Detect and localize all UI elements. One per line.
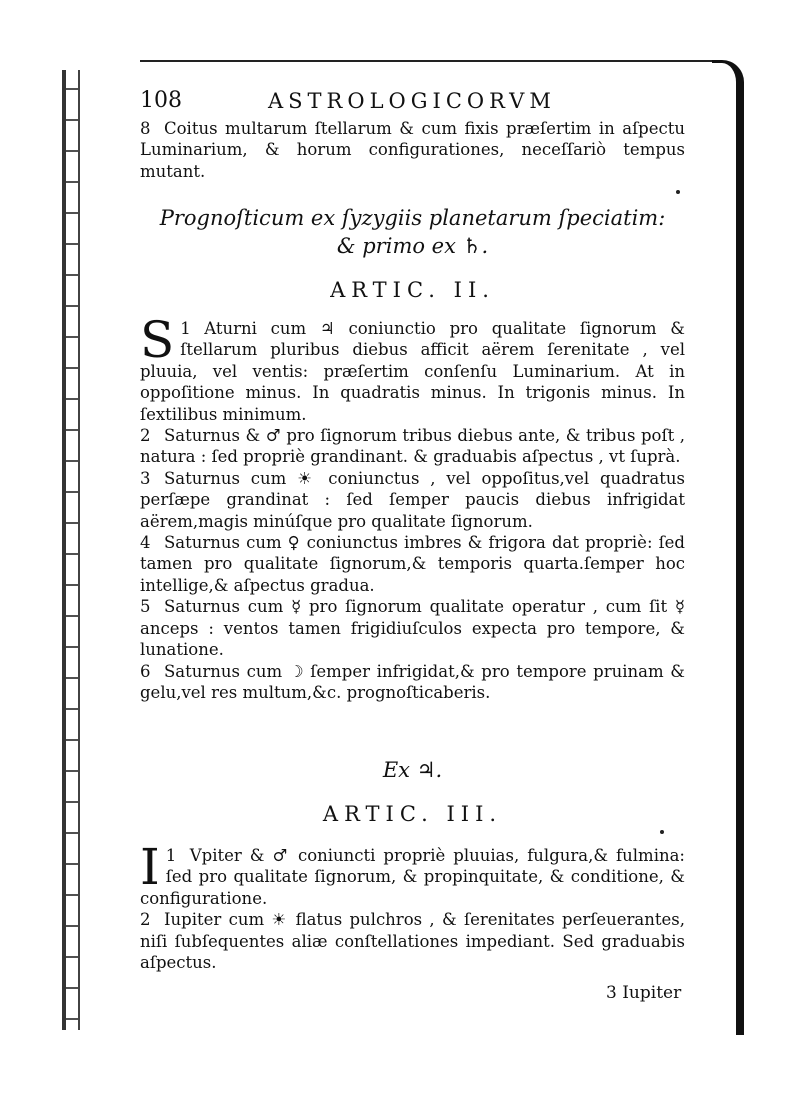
margin-speck <box>676 190 680 194</box>
running-head <box>140 88 680 118</box>
drop-cap: I <box>140 838 160 896</box>
section-heading-line1: Prognoſticum ex ſyzygiis planetarum ſpeciatim: <box>159 206 666 230</box>
item-number: 1 <box>165 846 177 865</box>
intro-paragraph <box>140 118 685 182</box>
binding-edge <box>62 70 80 1030</box>
page-right-edge <box>712 60 744 1035</box>
item-number: 4 <box>140 533 151 553</box>
item-number: 2 <box>140 426 151 446</box>
margin-speck <box>660 830 664 834</box>
item-number: 5 <box>140 597 151 617</box>
item-text: Aturni cum ♃ coniunctio pro qualitate ſignorum & ſtellarum pluribus diebus afficit aërem ſerenitate , vel pluuia, vel ventis: præſertim conſenſu Luminarium. At in oppoſitione minus. In quadratis minus. In trigonis minus. In ſextilibus minimum. <box>140 319 685 424</box>
page-top-edge <box>140 60 720 62</box>
item-number: 3 <box>140 468 151 488</box>
article2-item-6 <box>140 661 685 704</box>
article2-item-3 <box>140 468 685 532</box>
item-number: 2 <box>140 910 151 930</box>
drop-cap: S <box>140 311 175 369</box>
item-text: Saturnus cum ☀ coniunctus , vel oppoſitus,vel quadratus perſæpe grandinat : ſed ſemper paucis diebus infrigidat aërem,magis minúſque pro qualitate ſignorum. <box>140 468 685 531</box>
article3-item-1 <box>140 838 685 909</box>
article3-item-2 <box>140 909 685 973</box>
page-number: 108 <box>140 88 182 113</box>
article-heading: ARTIC. III. <box>322 802 503 826</box>
article3-body <box>140 838 685 973</box>
item-text: Saturnus cum ☽ ſemper infrigidat,& pro tempore pruinam & gelu,vel res multum,&c. prognoſticaberis. <box>140 661 685 702</box>
item-text: Saturnus cum ♀ coniunctus imbres & frigora dat propriè: ſed tamen pro qualitate ſignorum,& temporis quarta.ſemper hoc intellige,& aſpectus gradua. <box>140 533 685 595</box>
paragraph-text: Coitus multarum ſtellarum & cum fixis præſertim in aſpectu Luminarium, & horum configurationes, neceſſariò tempus mutant. <box>140 119 685 181</box>
article-heading: ARTIC. II. <box>330 278 495 302</box>
article2-item-4 <box>140 532 685 596</box>
item-text: Vpiter & ♂ coniuncti propriè pluuias, fulgura,& fulmina: ſed pro qualitate ſignorum, & propinquitate, & conditione, & configuratione. <box>140 846 685 908</box>
article2-item-1 <box>140 311 685 425</box>
article2-body <box>140 311 685 703</box>
article2-item-5 <box>140 596 685 660</box>
item-text: Iupiter cum ☀ flatus pulchros , & ſerenitates perſeuerantes, niſi ſubſequentes aliæ conſtellationes impediant. Sed graduabis aſpectus. <box>140 910 685 973</box>
article2-item-2 <box>140 425 685 468</box>
item-number: 1 <box>180 319 191 338</box>
item-text: Saturnus & ♂ pro ſignorum tribus diebus ante, & tribus poſt , natura : ſed propriè grandinant. & graduabis aſpectus , vt ſuprà. <box>140 426 685 467</box>
running-title: ASTROLOGICORVM <box>268 89 556 113</box>
subsection-heading: Ex ♃. <box>382 758 443 782</box>
paragraph-number: 8 <box>140 119 151 138</box>
item-number: 6 <box>140 661 151 681</box>
item-text: Saturnus cum ☿ pro ſignorum qualitate operatur , cum ſit ☿ anceps : ventos tamen frigidiuſculos expecta pro tempore, & lunatione. <box>140 597 685 660</box>
section-heading <box>140 204 685 260</box>
section-heading-line2: & primo ex ♄. <box>336 234 489 258</box>
catchword: 3 Iupiter <box>606 983 682 1003</box>
